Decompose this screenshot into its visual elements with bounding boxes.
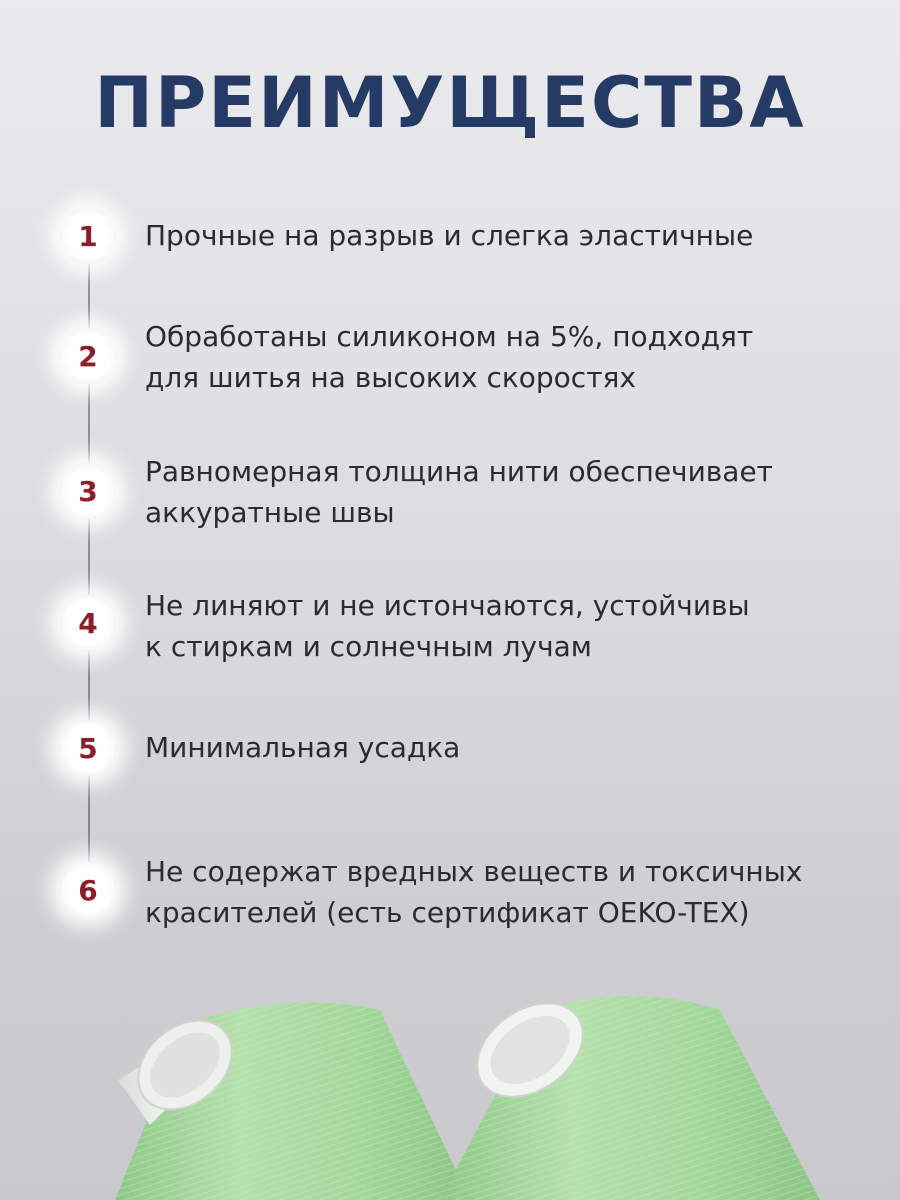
item-text <box>145 727 865 768</box>
item-text-line: аккуратные швы <box>145 496 395 529</box>
item-text-line: для шитья на высоких скоростях <box>145 361 636 394</box>
page-title: ПРЕИМУЩЕСТВА <box>94 62 806 144</box>
item-text-line: Обработаны силиконом на 5%, подходят <box>145 320 754 353</box>
number-badge: 4 <box>60 595 116 651</box>
right-spool <box>440 985 820 1200</box>
item-text-line: Не линяют и не истончаются, устойчивы <box>145 589 750 622</box>
item-text-line: Равномерная толщина нити обеспечивает <box>145 455 773 488</box>
number-badge: 5 <box>60 720 116 776</box>
item-text-line: Не содержат вредных веществ и токсичных <box>145 855 803 888</box>
thread-spools-image <box>0 985 900 1200</box>
item-text-line: к стиркам и солнечным лучам <box>145 630 592 663</box>
item-text-line: Прочные на разрыв и слегка эластичные <box>145 219 754 252</box>
number-badge: 2 <box>60 328 116 384</box>
number-badge: 6 <box>60 862 116 918</box>
number-badge: 3 <box>60 463 116 519</box>
item-text <box>145 585 865 667</box>
item-text-line: красителей (есть сертификат OEKO-TEX) <box>145 896 750 929</box>
left-spool <box>115 1002 470 1200</box>
number-badge: 1 <box>60 208 116 264</box>
item-text-line: Минимальная усадка <box>145 731 461 764</box>
item-text <box>145 451 865 533</box>
item-text <box>145 316 865 398</box>
item-text <box>145 215 865 256</box>
item-text <box>145 851 865 933</box>
